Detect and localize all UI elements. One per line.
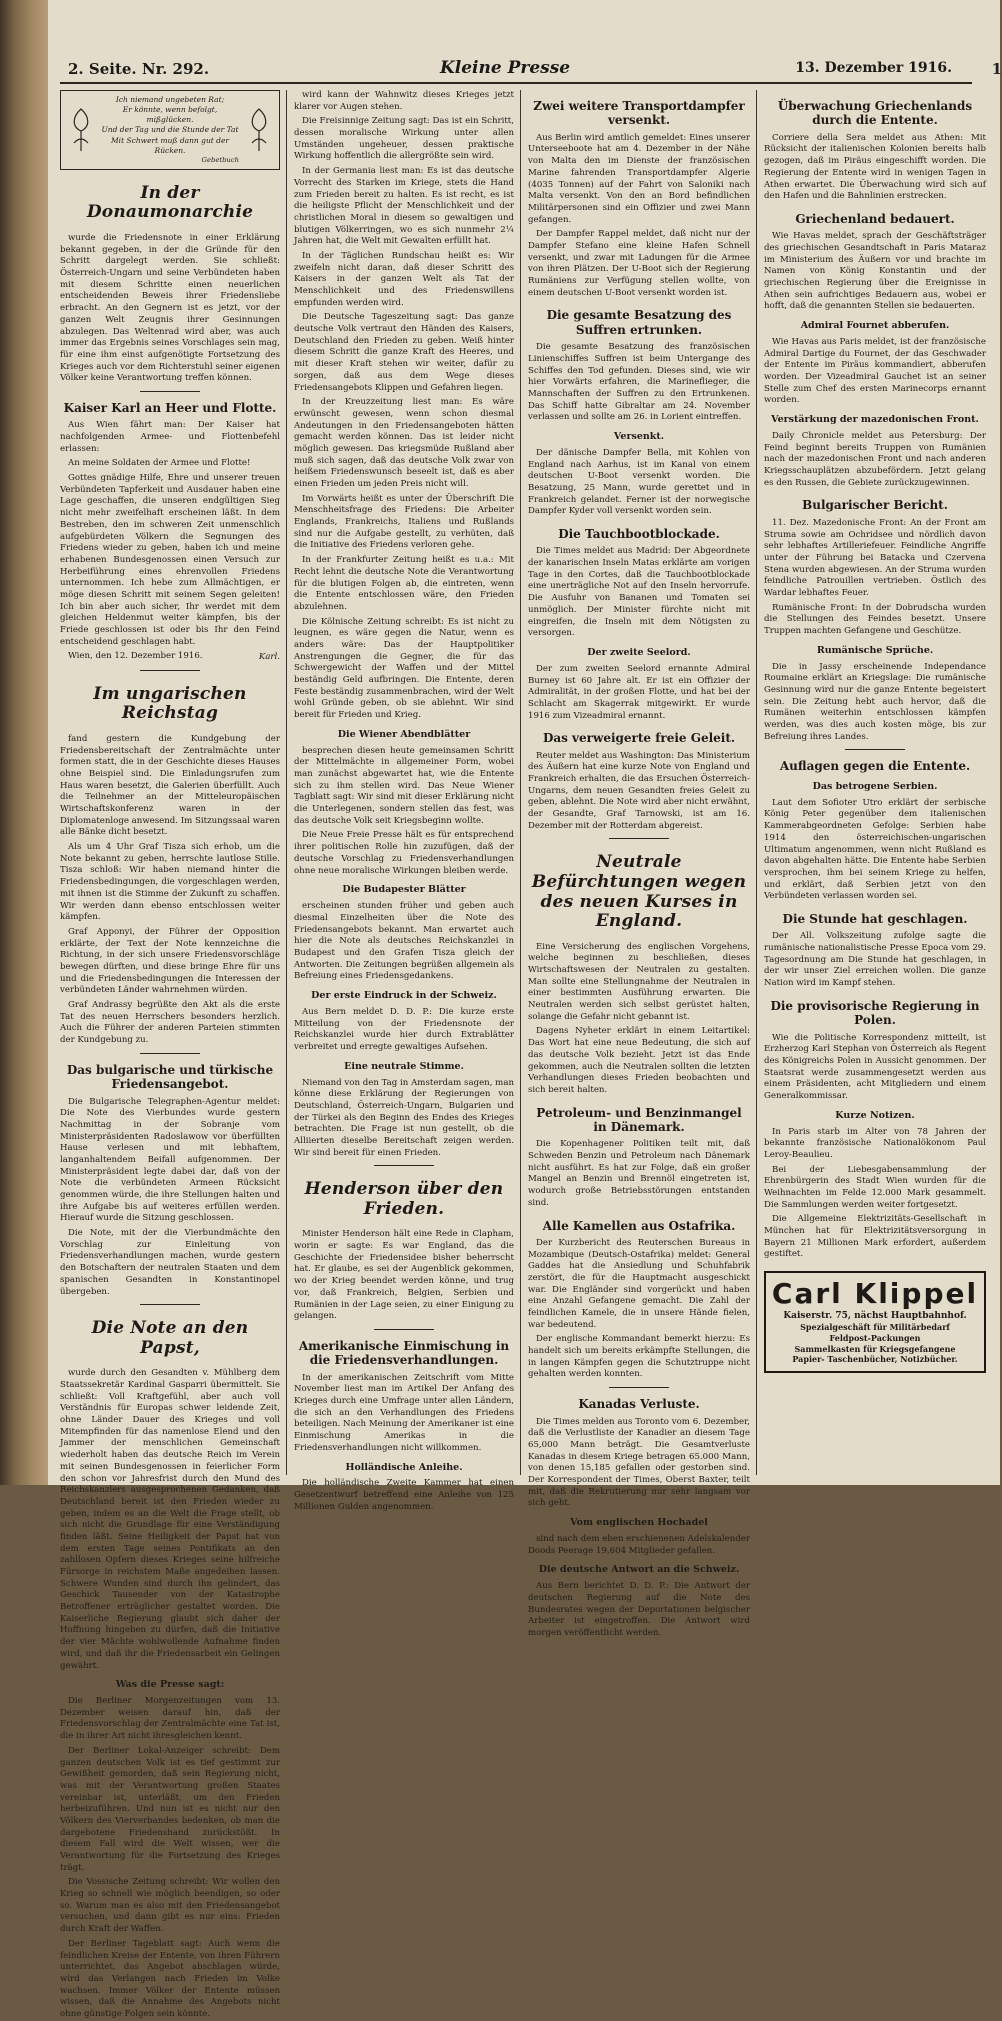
column-3 bbox=[528, 90, 750, 1638]
book-binding bbox=[0, 0, 48, 1485]
divider bbox=[140, 670, 200, 671]
article-text: In der Germania liest man: Es ist das deutsche Vorrecht des Starken im Kriege, stets die Hand zum Frieden bereit zu halten. Es ist recht, es ist die heiligste Pflicht der Menschlichkeit und der christlichen Moral in diesem so gewaltigen und blutigen Völkerringen, wo es sich nunmehr 2¼ Jahren hat, die Welt mit Gewalten erfüllt hat. bbox=[294, 166, 514, 247]
article-text: Dagens Nyheter erklärt in einem Leitartikel: Das Wort hat eine neue Bedeutung, die sich auf das deutsche Volk bezieht. Jetzt ist das Ende gekommen, auch die Neutralen sollten die letzten Verhandlungen dieses Frieden beobachten und sich bereit halten. bbox=[528, 1026, 750, 1095]
article-text: Der Berliner Lokal-Anzeiger schreibt: Dem ganzen deutschen Volk ist es tief gestimmt zur Gewißheit gemorden, daß sein Regierung nicht, was mit der Verantwortung großen Staates vereinbar ist, unterläßt, um den Frieden herbeizuführen. Und nun ist es nicht nur den Völkern des Vierverbandes bedenken, ob man die dargebotene Friedenshand zurückstößt. In diesem Fall wird die Welt wissen, wer die Verantwortung für die Fortsetzung des Krieges trägt. bbox=[60, 1745, 280, 1873]
headline: Die provisorische Regierung in Polen. bbox=[770, 998, 980, 1028]
article-text: Aus Wien fährt man: Der Kaiser hat nachfolgenden Armee- und Flottenbefehl erlassen: bbox=[60, 420, 280, 454]
ad-line: Papier- Taschenbücher, Notizbücher. bbox=[792, 1354, 958, 1365]
ad-line: Spezialgeschäft für Militärbedarf bbox=[800, 1322, 950, 1333]
divider bbox=[140, 1304, 200, 1305]
article-text: Die Times melden aus Toronto vom 6. Dezember, daß die Verlustliste der Kanadier an diesem Tage 65,000 Mann beträgt. Die Gesamtverluste Kanadas in diesem Kriege betragen 65.000 Mann, von denen 15,185 gefallen oder gestorben sind. Der Korrespondent der Times, Oberst Baxter, teilt mit, daß die Rekrutierung nur sehr langsam vor sich geht. bbox=[528, 1416, 750, 1509]
headline: Henderson über den Frieden. bbox=[304, 1179, 504, 1219]
motto-text bbox=[101, 95, 239, 165]
page-number: 2. Seite. Nr. 292. bbox=[68, 60, 210, 78]
subheadline: Vom englischen Hochadel bbox=[570, 1517, 708, 1529]
motto-vignette bbox=[60, 90, 280, 170]
subheadline: Der erste Eindruck in der Schweiz. bbox=[311, 989, 497, 1001]
headline: Die Note an den Papst, bbox=[91, 1318, 249, 1358]
ornament-icon bbox=[67, 106, 95, 154]
subheadline: Das betrogene Serbien. bbox=[812, 780, 938, 792]
article-text: Die Berliner Morgenzeitungen vom 13. Dezember weisen darauf hin, daß der Friedensvorschlag der Zentralmächte eine Tat ist, die in ihrer Art nicht ihresgleichen kennt. bbox=[60, 1696, 280, 1742]
ad-line: Sammelkasten für Kriegsgefangene bbox=[794, 1343, 956, 1354]
headline: Auflagen gegen die Entente. bbox=[779, 759, 971, 774]
headline: Das verweigerte freie Geleit. bbox=[542, 731, 736, 746]
article-text: In der amerikanischen Zeitschrift vom Mitte November liest man im Artikel Der Anfang des Krieges durch eine Umfrage unter allen Ländern, die sich an den Verhandlungen des Friedens beteiligen. Nach Meinung der Amerikaner ist eine Einmischung Amerikas in die Friedensverhandlungen nicht willkommen. bbox=[294, 1372, 514, 1453]
article-text: Die Freisinnige Zeitung sagt: Das ist ein Schritt, dessen moralische Wirkung unter allen Umständen ungeheuer, dessen praktische Wirkung hoffentlich die allergrößte sein wird. bbox=[294, 116, 514, 162]
subheadline: Admiral Fournet abberufen. bbox=[800, 320, 950, 332]
article-text: Der Kurzbericht des Reuterschen Bureaus in Mozambique (Deutsch-Ostafrika) meldet: General Gaddes hat die Ansiedlung und Schuhfabrik zerstört, die für die Hauptmacht ausgeschickt war. Die Engländer sind vorgerückt und haben eine Anzahl Gefangene gemacht. Die Zahl der feindlichen Kamele, die in unsere Hände fielen, war bedeutend. bbox=[528, 1237, 750, 1330]
article-text: In der Täglichen Rundschau heißt es: Wir zweifeln nicht daran, daß dieser Schritt des Kaisers in der ganzen Welt als Tat der Menschlichkeit und des Friedenswillens empfunden werden wird. bbox=[294, 250, 514, 308]
article-text: Aus Bern meldet D. D. P.: Die kurze erste Mitteilung von der Friedensnote der Reichskanzlei wurde hier durch Extrablätter verbreitet und erregte gewaltiges Aufsehen. bbox=[294, 1006, 514, 1052]
article-text: An meine Soldaten der Armee und Flotte! bbox=[68, 458, 251, 469]
headline: Petroleum- und Benzinmangel in Dänemark. bbox=[536, 1105, 742, 1134]
divider bbox=[140, 1053, 200, 1054]
ad-line: Feldpost-Packungen bbox=[829, 1332, 921, 1343]
headline: Neutrale Befürchtungen wegen des neuen Kurses in England. bbox=[531, 852, 747, 932]
headline: Überwachung Griechenlands durch die Entente. bbox=[777, 99, 973, 128]
article-text: Die in Jassy erscheinende Independance Roumaine erklärt an Kriegslage: Die rumänische Gesinnung wird nur die ganze Entente begeistert sein. Die Zeitung hebt auch hervor, daß die Rumänen weiterhin entschlossen kämpfen werden, was dies auch kosten möge, bis zur Befreiung ihres Landes. bbox=[764, 661, 986, 742]
article-text: Corriere della Sera meldet aus Athen: Mit Rücksicht der italienischen Kolonien bereits halb gezogen, daß im Piräus eingeschifft worden. Die Regierung der Entente wird in wenigen Tagen in Athen erwartet. Die Überwachung wird sich auf den Hafen und die Bahnlinien erstrecken. bbox=[764, 132, 986, 202]
subheadline: Kurze Notizen. bbox=[835, 1109, 915, 1121]
article-text: 11. Dez. Mazedonische Front: An der Front am Struma sowie am Ochridsee und nördlich davon sehr lebhaftes Artilleriefeuer. Feindliche Angriffe unter der Führung bei Batacka und Czervena Stena wurden abgewiesen. An der Struma wurden feindliche Patrouillen vertrieben. Östlich des Wardar lebhaftes Feuer. bbox=[764, 517, 986, 598]
article-text: In der Frankfurter Zeitung heißt es u.a.: Mit Recht lehnt die deutsche Note die Verantwortung für die blutigen Folgen ab, die eintreten, wenn die Entente entschlossen wäre, den Frieden abzulehnen. bbox=[294, 555, 514, 612]
article-text: Die holländische Zweite Kammer hat einen Gesetzentwurf betreffend eine Anleihe von 125 Millionen Gulden angenommen. bbox=[294, 1478, 514, 1512]
newspaper-page bbox=[48, 0, 1002, 2019]
headline: Die gesamte Besatzung des Suffren ertrunken. bbox=[546, 308, 732, 337]
headline: Bulgarischer Bericht. bbox=[802, 498, 948, 513]
article-text: Eine Versicherung des englischen Vorgehens, welche beginnen zu beschließen, dieses Wirtschaftswesen der Neutralen zu gestalten. Man sollte eine Stellungnahme der Neutralen in einer bestimmten Ausführung erwarten. Die Neutralen werden sich selbst gerüstet halten, solange die Gefahr nicht gebannt ist. bbox=[528, 941, 750, 1022]
article-text: Die Neue Freie Presse hält es für entsprechend ihrer politischen Rolle hin zuzufügen, daß der deutsche Vorschlag zu Friedensverhandlungen ohne neue moralische Wirkungen bleiben werde. bbox=[294, 830, 514, 876]
subheadline: Holländische Anleihe. bbox=[345, 1461, 463, 1473]
headline: Die Stunde hat geschlagen. bbox=[782, 911, 968, 926]
article-text: Die Note, mit der die Vierbundmächte den Vorschlag zur Einleitung von Friedensverhandlungen machen, wurde gestern den Botschaftern der neutralen Staaten und dem spanischen Gesandten in Konstantinopel übergeben. bbox=[60, 1228, 280, 1297]
motto-author: Gebetbuch bbox=[201, 155, 239, 164]
headline: Die Tauchbootblockade. bbox=[558, 527, 720, 542]
divider bbox=[609, 838, 669, 839]
article-text: Graf Apponyi, der Führer der Opposition erklärte, der Text der Note kennzeichne die Richtung, in der sich unsere Friedensvorschläge bewegen dürften, und diese bringe Ehre für uns und die Friedensbedingungen die Interessen der verbündeten Länder wahrnehmen würden. bbox=[60, 926, 280, 996]
subheadline: Verstärkung der mazedonischen Front. bbox=[771, 414, 979, 426]
article-text: Reuter meldet aus Washington: Das Ministerium des Äußern hat eine kurze Note von England und Frankreich erhalten, die das Ersuchen Österreich-Ungarns, dem neuen Gesandten freies Geleit zu geben, ablehnt. Die Note wird aber nicht erwähnt, der Gesandte, Graf Tarnowski, ist am 16. Dezember mit der Rotterdam abgereist. bbox=[528, 750, 750, 831]
article-text: Rumänische Front: In der Dobrudscha wurden die Stellungen des Feindes besetzt. Unsere Truppen machten Gefangene und Geschütze. bbox=[764, 602, 986, 637]
divider bbox=[845, 749, 905, 750]
divider bbox=[374, 1329, 434, 1330]
motto-line: Mit Schwert muß dann gut der Rücken. bbox=[111, 135, 229, 155]
ornament-icon bbox=[245, 106, 273, 154]
ad-address: Kaiserstr. 75, nächst Hauptbahnhof. bbox=[783, 1310, 967, 1321]
column-1 bbox=[60, 90, 280, 2019]
motto-line: Er könnte, wenn befolgt, mißglücken. bbox=[122, 105, 218, 125]
masthead bbox=[60, 58, 972, 84]
headline: Kaiser Karl an Heer und Flotte. bbox=[63, 400, 277, 415]
headline: Kanadas Verluste. bbox=[578, 1397, 700, 1412]
article-text: Der All. Volkszeitung zufolge sagte die rumänische nationalistische Presse Epoca vom 29. Tagesordnung am Die Stunde hat geschlagen, in der wir unser Ziel erreichen wollen. Die ganze Nation wird im Kampf stehen. bbox=[764, 931, 986, 989]
headline: Im ungarischen Reichstag bbox=[93, 683, 247, 724]
article-text: Die gesamte Besatzung des französischen Linienschiffes Suffren ist beim Untergange des Schiffes den Tod gefunden. Dieses sind, wie wir hier Vorwärts erfahren, die Marineflieger, die Mannschaften der Suffren zu den Ertrunkenen. Das Schiff hatte Gibraltar am 24. November verlassen und sollte am 26. in Lorient eintreffen. bbox=[528, 342, 750, 423]
subheadline: Eine neutrale Stimme. bbox=[344, 1060, 464, 1072]
column-rule bbox=[520, 90, 521, 1475]
headline: Griechenland bedauert. bbox=[795, 211, 955, 226]
headline: Alle Kamellen aus Ostafrika. bbox=[542, 1218, 736, 1233]
article-text: Bei der Liebesgabensammlung der Ehrenbürgerin des Stadt Wien wurden für die Weihnachten im Felde 12.000 Mark gesammelt. Die Sammlungen werden weiter fortgesetzt. bbox=[764, 1164, 986, 1210]
column-4 bbox=[764, 90, 986, 1475]
article-text: Daily Chronicle meldet aus Petersburg: Der Feind beginnt bereits Truppen von Rumänien nach der mazedonischen Front und nach anderen Kriegsschauplätzen abzubefördern. Jetzt gelang es den Russen, die Gebiete zurückzugewinnen. bbox=[764, 431, 986, 488]
article-text: Laut dem Sofioter Utro erklärt der serbische König Peter gegenüber dem italienischen Kammerabgeordneten Gefolge: Serbien habe 1914 den österreichischen-ungarischen Ultimatum angenommen, wenn nicht Rußland es davon abgehalten hätte. Die Entente habe Serbien versprochen, ihm bei seinem Kriege zu helfen, und erklärt, daß Serbien jetzt von den Verbündeten verlassen worden sei. bbox=[764, 797, 986, 902]
article-text: Der Dampfer Rappel meldet, daß nicht nur der Dampfer Stefano eine kleine Hafen Schnell versenkt, und zwar mit Ladungen für die Armee von ihren Plätzen. Der U-Boot sich der Regierung Rumäniens zur Verfügung stellen wollte, von einem deutschen U-Boot versenkt worden ist. bbox=[528, 229, 750, 298]
article-text: wird kann der Wahnwitz dieses Krieges jetzt klarer vor Augen stehen. bbox=[294, 90, 514, 112]
article-text: Gottes gnädige Hilfe, Ehre und unserer treuen Verbündeten Tapferkeit und Ausdauer haben eine Lage geschaffen, die unseren endgültigen Sieg nicht mehr zweifelhaft erscheinen läßt. In dem Bestreben, den im schweren Zeit unmenschlich aufgebürdeten Völkern die Segnungen des Friedens wieder zu geben, haben ich und meine erhabenen Bundesgenossen einen Versuch zur Herbeiführung eines ehrenvollen Friedens unternommen. Ich hebe zum Allmächtigen, er möge diesen Schritt mit seinem Segen geleiten! Ich bin aber auch sicher, Ihr werdet mit dem gleichen Heldenmut weiter kämpfen, bis der Friede geschlossen ist oder bis Ihr den Feind entscheidend geschlagen habt. bbox=[60, 473, 280, 647]
subheadline: Was die Presse sagt: bbox=[115, 1679, 225, 1691]
article-text: wurde durch den Gesandten v. Mühlberg dem Staatssekretär Kardinal Gasparri übermittelt. Sie schließt: Voll Kraftgefühl, aber auch voll Verständnis für Europas schwer leidende Zeit, ohne Länder Dauer des Krieges und voll Mitempfinden für das namenlose Elend und den Jammer der menschlichen Gemeinschaft wiederholt haben das deutsche Reich im Verein mit seinen Bundesgenossen in feierlicher Form den schon vor Jahresfrist durch den Mund des Reichskanzlers ausgesprochenen Gedanken, daß Deutschland bereit ist den Frieden wieder zu geben, indem es an die Welt die Frage stellt, ob sich nicht die Grundlage für eine Verständigung finden läßt. Seine Heiligkeit der Papst hat von dem ersten Tage seines Pontifikats an den zahllosen Opfern dieses Krieges seine hilfreiche Fürsorge in reichstem Maße angedeihen lassen. Schwere Wunden sind durch ihn gelindert, das Geschick Tausender von der Katastrophe Betroffener erträglicher gestaltet worden. Die Kaiserliche Regierung glaubt sich daher der Hoffnung hingeben zu dürfen, daß die Initiative der vier Mächte wohlwollende Aufnahme finden wird, und daß ihr die Friedensarbeit ein Gelingen gewährt. bbox=[60, 1368, 280, 1671]
article-text: besprechen diesen heute gemeinsamen Schritt der Mittelmächte in allgemeiner Form, wobei man zunächst abgewartet hat, wie die Entente sich zu ihm stellen wird. Das Neue Wiener Tagblatt sagt: Wir sind mit dieser Erklärung nicht die Unterlegenen, sondern stellen das fest, was das deutsche Volk seit Kriegsbeginn wollte. bbox=[294, 745, 514, 826]
article-text: Der Berliner Tageblatt sagt: Auch wenn die feindlichen Kreise der Entente, von ihren Führern unterrichtet, das Angebot abschlagen würde, wird das Verlangen nach Frieden im Volke wachsen. Immer Völker der Entente müssen wissen, daß die Annahme des Angebots nicht ohne günstige Folgen sein könnte. bbox=[60, 1938, 280, 2019]
article-text: Wie Havas meldet, sprach der Geschäftsträger des griechischen Gesandtschaft in Paris Mataraz im Ministerium des Äußern vor und brachte im Namen von König Konstantin und der griechischen Regierung über die Ereignisse in Athen sein aufrichtiges Bedauern aus, wobei er hofft, daß die genannten Stellen sie bedauerten. bbox=[764, 231, 986, 312]
article-text: Die Allgemeine Elektrizitäts-Gesellschaft in München hat für Elektrizitätsversorgung in Bayern 21 Millionen Mark erfordert, außerdem gestiftet. bbox=[764, 1214, 986, 1260]
motto-line: Und der Tag und die Stunde der Tat bbox=[101, 125, 239, 135]
article-text: Als um 4 Uhr Graf Tisza sich erhob, um die Note bekannt zu geben, herrschte lautlose Stille. Tisza schloß: Wir haben niemand hinter die Friedensbedingungen, die vorgeschlagen werden, mit ihnen ist die Stimme der Zukunft zu schaffen. Wir werden dann ebenso entschlossen weiter kämpfen. bbox=[60, 842, 280, 923]
article-text: Die Vossische Zeitung schreibt: Wir wollen den Krieg so schnell wie möglich beendigen, so oder so. Warum man es also mit den Friedensangebot versuchen, und dann gibt es nur eins: Frieden durch Kraft der Waffen. bbox=[60, 1877, 280, 1935]
article-text: sind nach dem eben erschienenen Adelskalender Doods Peerage 19,604 Mitglieder gefallen. bbox=[528, 1533, 750, 1556]
divider bbox=[374, 1165, 434, 1166]
issue-date: 13. Dezember 1916. bbox=[795, 60, 952, 76]
article-text: Graf Andrassy begrüßte den Akt als die erste Tat des neuen Herrschers besonders herzlich. Auch die Führer der anderen Parteien stimmten der Kundgebung zu. bbox=[60, 1000, 280, 1046]
article-text: Die Kölnische Zeitung schreibt: Es ist nicht zu leugnen, es wäre gegen die Natur, wenn es anders wäre: Das der Hauptpolitiker Anstrengungen die Gegner, die für das Schwergewicht der Waffen und der Mittel beständig Geld aufbringen. Die Entente, deren Feste beständig zusammenbrachen, wird der Welt wohl Gründe geben, ob sie ablehnt. Wir sind bereit für Frieden und Krieg. bbox=[294, 616, 514, 721]
article-text: Der englische Kommandant bemerkt hierzu: Es handelt sich um bereits erkämpfte Stellungen, die in langen Kämpfen gegen die Schutztruppe nicht gehalten werden konnten. bbox=[528, 1334, 750, 1380]
subheadline: Der zweite Seelord. bbox=[587, 646, 691, 658]
headline: Zwei weitere Transportdampfer versenkt. bbox=[533, 99, 745, 128]
headline: Das bulgarische und türkische Friedensangebot. bbox=[66, 1062, 274, 1092]
article-text: Aus Berlin wird amtlich gemeldet: Eines unserer Unterseeboote hat am 4. Dezember in der Nähe von Malta den im Dienste der französischen Marine fahrenden Transportdampfer Algerie (4035 Tonnen) auf der Fahrt von Saloniki nach Malta versenkt. Von den an Bord befindlichen Militärpersonen sind ein Offizier und zwei Mann gefangen. bbox=[528, 132, 750, 225]
motto-line: Ich niemand ungebeten Rat; bbox=[115, 95, 225, 104]
article-text: Wie Havas aus Paris meldet, ist der französische Admiral Dartige du Fournet, der das Geschwader der Entente im Piräus kommandiert, abberufen worden. Der Vizeadmiral Gauchet ist an seiner Stelle zum Chef des ersten Marinecorps ernannt worden. bbox=[764, 337, 986, 406]
article-text: Die Times meldet aus Madrid: Der Abgeordnete der kanarischen Inseln Matas erklärte am vorigen Tage in den Cortes, daß die Tauchbootblockade eine unerträgliche Not auf den Inseln hervorrufe. Die Ausfuhr von Bananen und Tomaten sei unmöglich. Der Minister fürchte nicht mit eingreifen, die Inseln mit dem Nötigsten zu versorgen. bbox=[528, 546, 750, 639]
dateline: Wien, den 12. Dezember 1916. bbox=[68, 651, 203, 662]
article-text: Die Deutsche Tageszeitung sagt: Das ganze deutsche Volk vertraut den Händen des Kaisers, Deutschland den Frieden zu geben. Weiß hinter diesem Schritt die ganze Kraft des Heeres, und mit dieser Kraft stehen wir weiter, dafür zu sorgen, daß aus dem Wege dieses Friedensangebots Klippen und Gefahren liegen. bbox=[294, 312, 514, 393]
article-text: Minister Henderson hält eine Rede in Clapham, worin er sagte: Es war England, das die Geschichte der Friedensidee bisher beherrscht hat. Er glaube, es sei der Augenblick gekommen, wo der Krieg beendet werden könne, und trug vor, daß Frankreich, Belgien, Serbien und Rumänien in der Lage seien, zu einer Einigung zu gelangen. bbox=[294, 1229, 514, 1322]
column-rule bbox=[756, 90, 757, 1475]
subheadline: Die Budapester Blätter bbox=[342, 884, 466, 896]
article-text: Der dänische Dampfer Bella, mit Kohlen von England nach Aarhus, ist im Kanal von einem deutschen U-Boot versenkt worden. Die Besatzung, 25 Mann, wurde gerettet und in Frankreich gelandet. Ferner ist der norwegische Dampfer Kyder voll versenkt worden sein. bbox=[528, 447, 750, 517]
article-text: In Paris starb im Alter von 78 Jahren der bekannte französische Nationalökonom Paul Leroy-Beaulieu. bbox=[764, 1126, 986, 1160]
article-text: fand gestern die Kundgebung der Friedensbereitschaft der Zentralmächte unter formen statt, die in der Geschichte dieses Hauses ohne Beispiel sind. Die Einladungsrufen zum Haus waren besetzt, die Galerien überfüllt. Auch die Teilnehmer an der Mitteleuropäischen Wirtschaftskonferenz waren in der Diplomatenloge anwesend. Im Sitzungssaal waren alle Bänke dicht besetzt. bbox=[60, 733, 280, 838]
article-text: Wie die Politische Korrespondenz mitteilt, ist Erzherzog Karl Stephan von Österreich als Regent des Königreichs Polen in Aussicht genommen. Der Staatsrat werde zusammengesetzt werden aus einem Präsidenten, acht Mitgliedern und einem Generalkommissar. bbox=[764, 1032, 986, 1101]
article-text: wurde die Friedensnote in einer Erklärung bekannt gegeben, in der die Gründe für den Schritt dargelegt werden. Sie schließt: Österreich-Ungarn und seine Verbündeten haben mit diesem Schritte einen neuerlichen entscheidenden Beweis ihrer Friedensliebe erbracht. An den Gegnern ist es jetzt, vor der ganzen Welt Zeugnis ihrer Gesinnungen abzulegen. Das Weltenrad wird aber, was auch immer das Ergebnis seines Vorschlages sein mag, für eine ihm einst aufgenötigte Fortsetzung des Krieges auch vor dem Richterstuhl seiner eigenen Völker keine Verantwortung treffen können. bbox=[60, 233, 280, 384]
column-rule bbox=[286, 90, 287, 1475]
article-text: Aus Bern berichtet D. D. P.: Die Antwort der deutschen Regierung auf die Note des Bundesrates wegen der Deportationen belgischer Arbeiter ist eingetroffen. Die Antwort wird morgen veröffentlicht werden. bbox=[528, 1581, 750, 1638]
subheadline: Versenkt. bbox=[613, 431, 665, 442]
article-text: Die Bulgarische Telegraphen-Agentur meldet: Die Note des Vierbundes wurde gestern Nachmittag in der Sobranje vom Ministerpräsidenten Radoslawow vor überfüllten Hause verlesen und mit lebhaftem, langanhaltendem Beifall aufgenommen. Der Ministerpräsident legte dabei dar, daß von der Note die verbündeten Armeen Rücksicht genommen würde, die ihre Stellungen halten und ihre Aufgabe bis auf weiteres erfüllen werden. Hierauf wurde die Sitzung geschlossen. bbox=[60, 1096, 280, 1224]
divider bbox=[609, 1387, 669, 1388]
subheadline: Die deutsche Antwort an die Schweiz. bbox=[538, 1564, 740, 1576]
subheadline: Die Wiener Abendblätter bbox=[337, 728, 471, 740]
article-text: Niemand von den Tag in Amsterdam sagen, man könne diese Erklärung der Regierungen von Deutschland, Österreich-Ungarn, Bulgarien und der Türkei als den Beginn des Endes des Krieges betrachten. Die Frage ist nun gestellt, ob die Alliierten dieselbe Bereitschaft zeigen werden. Wir sind bereit für einen Frieden. bbox=[294, 1077, 514, 1158]
headline: In der Donaumonarchie bbox=[86, 182, 254, 223]
article-text: erscheinen stunden früher und geben auch diesmal Einzelheiten über die Note des Friedensangebots bekannt. Man erwartet auch hier die Note als deutsches Reichskanzlei in Budapest und den Grafen Tisza gleich der Antworten. Die Zeitungen begrüßen allgemein als Befreiung eines Friedensgedankens. bbox=[294, 901, 514, 982]
article-text: In der Kreuzzeitung liest man: Es wäre erwünscht gewesen, wenn schon diesmal Andeutungen in den Friedensangeboten hätten gemacht werden können. Das ist leider nicht möglich gewesen. Das kriegsmüde Rußland aber muß sich sagen, daß das deutsche Volk zwar von heißem Friedenswunsch beseelt ist, daß es aber einen Frieden um jeden Preis nicht will. bbox=[294, 397, 514, 489]
newspaper-title: Kleine Presse bbox=[440, 58, 571, 78]
column-2 bbox=[294, 90, 514, 1512]
divider bbox=[140, 391, 200, 392]
article-text: Der zum zweiten Seelord ernannte Admiral Burney ist 60 Jahre alt. Er ist ein Offizier der Admiralität, in der großen Flotte, und hat bei der Schlacht am Skagerrak mitgewirkt. Er wurde 1916 zum Vizeadmiral ernannt. bbox=[528, 663, 750, 721]
article-text: Im Vorwärts heißt es unter der Überschrift Die Menschheitsfrage des Friedens: Die Arbeiter Englands, Frankreichs, Italiens und Rußlands sind nur die Aufgabe gestellt, zu verhüten, daß die Initiative des Friedens verloren gehe. bbox=[294, 493, 514, 551]
signature: Karl. bbox=[258, 652, 280, 663]
headline: Amerikanische Einmischung in die Friedensverhandlungen. bbox=[298, 1338, 510, 1368]
subheadline: Rumänische Sprüche. bbox=[816, 644, 934, 656]
advertisement bbox=[764, 1271, 986, 1373]
article-text: Die Kopenhagener Politiken teilt mit, daß Schweden Benzin und Petroleum nach Dänemark nicht ausführt. Es hat zur Folge, daß ein großer Mangel an Benzin und Brennöl eingetreten ist, wodurch große Betriebsstörungen entstanden sind. bbox=[528, 1139, 750, 1208]
next-page-edge: 1 bbox=[991, 60, 1002, 78]
ad-company-name: Carl Klippel bbox=[771, 1277, 979, 1311]
